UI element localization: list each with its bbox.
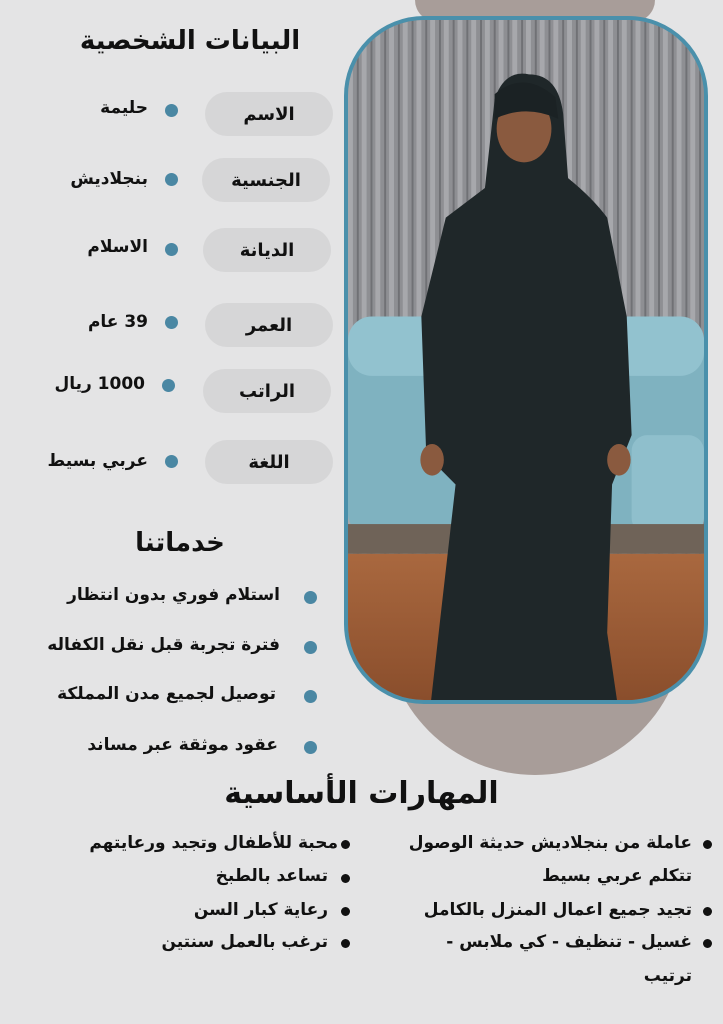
skill-item: رعاية كبار السن <box>193 900 328 920</box>
worker-photo <box>344 16 708 704</box>
service-item: استلام فوري بدون انتظار <box>67 585 280 605</box>
skill-item: تساعد بالطبخ <box>215 866 328 886</box>
nationality-label: الجنسية <box>202 158 330 202</box>
services-title: خدماتنا <box>135 528 225 558</box>
bullet-dot <box>304 591 317 604</box>
skill-item: غسيل - تنظيف - كي ملابس - <box>446 932 692 952</box>
bullet-dot <box>341 907 350 916</box>
bullet-dot <box>165 243 178 256</box>
nationality-value: بنجلاديش <box>70 169 148 189</box>
skill-item: عاملة من بنجلاديش حديثة الوصول <box>408 833 692 853</box>
name-value: حليمة <box>100 98 148 118</box>
religion-value: الاسلام <box>87 237 148 257</box>
bullet-dot <box>341 874 350 883</box>
language-label: اللغة <box>205 440 333 484</box>
bullet-dot <box>703 939 712 948</box>
bullet-dot <box>304 741 317 754</box>
age-label: العمر <box>205 303 333 347</box>
skill-item: تتكلم عربي بسيط <box>542 866 692 886</box>
service-item: عقود موثقة عبر مساند <box>87 735 278 755</box>
bullet-dot <box>162 379 175 392</box>
name-label: الاسم <box>205 92 333 136</box>
bullet-dot <box>165 173 178 186</box>
bullet-dot <box>703 840 712 849</box>
bullet-dot <box>703 907 712 916</box>
bullet-dot <box>304 641 317 654</box>
language-value: عربي بسيط <box>47 451 148 471</box>
age-value: 39 عام <box>87 312 148 332</box>
personal-data-title: البيانات الشخصية <box>79 26 301 56</box>
skill-item: تجيد جميع اعمال المنزل بالكامل <box>423 900 692 920</box>
bullet-dot <box>165 316 178 329</box>
skill-item: ترغب بالعمل سنتين <box>161 932 328 952</box>
service-item: فترة تجربة قبل نقل الكفاله <box>47 635 280 655</box>
bullet-dot <box>341 939 350 948</box>
skill-item: ترتيب <box>643 966 692 986</box>
bullet-dot <box>165 104 178 117</box>
bullet-dot <box>165 455 178 468</box>
skills-title: المهارات الأساسية <box>224 776 499 811</box>
bullet-dot <box>341 840 350 849</box>
salary-label: الراتب <box>203 369 331 413</box>
skill-item: محبة للأطفال وتجيد ورعايتهم <box>89 833 338 853</box>
religion-label: الديانة <box>203 228 331 272</box>
service-item: توصيل لجميع مدن المملكة <box>57 684 276 704</box>
bullet-dot <box>304 690 317 703</box>
salary-value: 1000 ريال <box>54 374 145 394</box>
